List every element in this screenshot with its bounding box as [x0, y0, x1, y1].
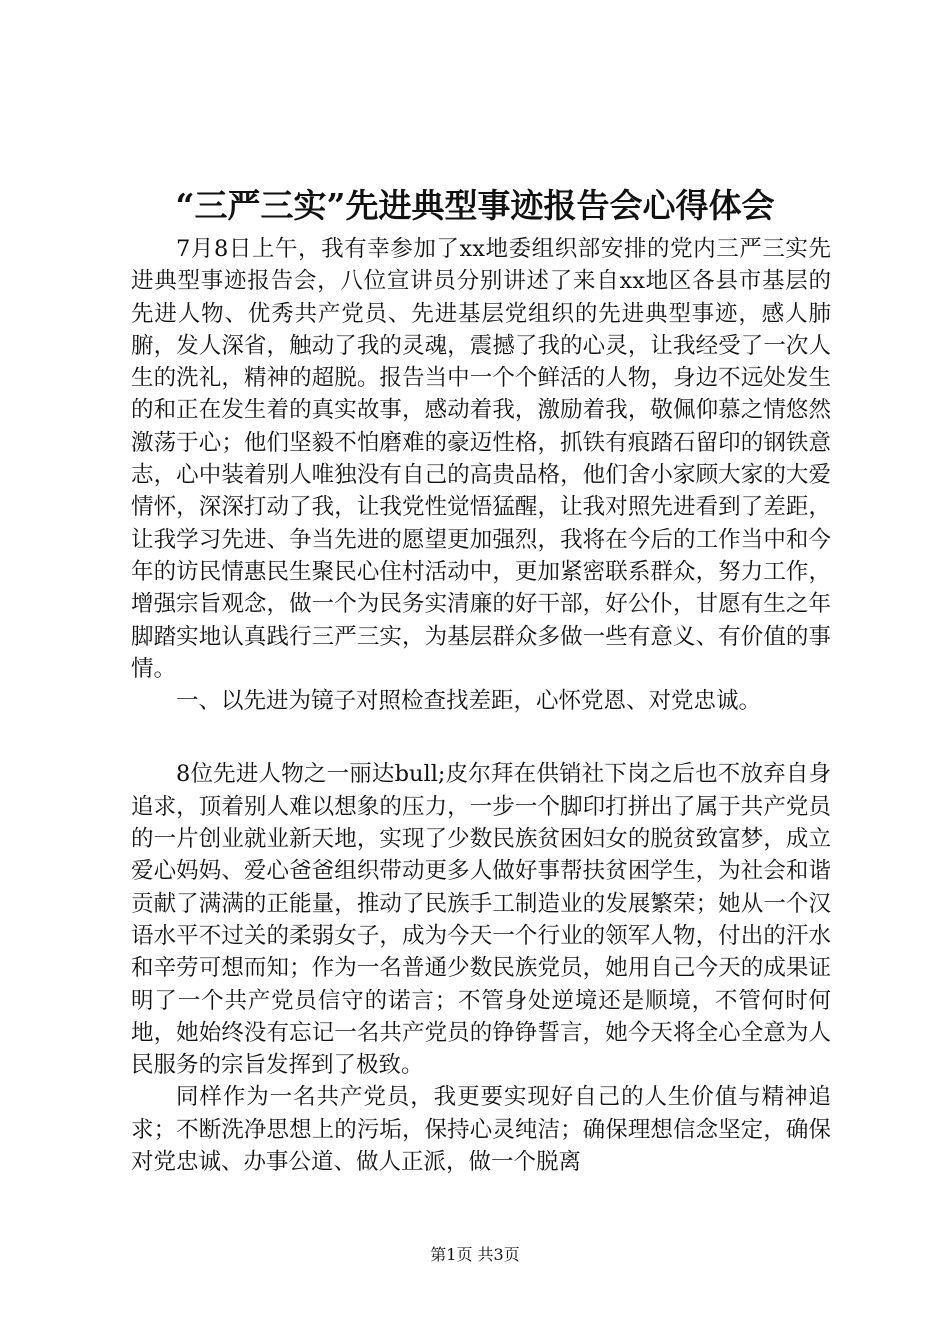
document-title: “三严三实”先进典型事迹报告会心得体会: [175, 186, 775, 225]
page-number-footer: 第1页 共3页: [430, 1245, 520, 1264]
paragraph-example: 8位先进人物之一丽达bull;皮尔拜在供销社下岗之后也不放弃自身追求，顶着别人难以想象的压力，一步一个脚印打拼出了属于共产党员的一片创业就业新天地，实现了少数民族贫困妇女的脱贫致富梦，成立爱心妈妈、爱心爸爸组织带动更多人做好事帮扶贫困学生，为社会和谐贡献了满满的正能量，推动了民族手工制造业的发展繁荣；她从一个汉语水平不过关的柔弱女子，成为今天一个行业的领军人物，付出的汗水和辛劳可想而知；作为一名普通少数民族党员，她用自己今天的成果证明了一个共产党员信守的诺言；不管身处逆境还是顺境，不管何时何地，她始终没有忘记一名共产党员的铮铮誓言，她今天将全心全意为人民服务的宗旨发挥到了极致。: [131, 761, 831, 1079]
document-body: [131, 233, 831, 1178]
section-heading: 一、以先进为镜子对照检查找差距，心怀党恩、对党忠诚。: [176, 688, 762, 715]
paragraph-reflection: 同样作为一名共产党员，我更要实现好自己的人生价值与精神追求；不断洗净思想上的污垢，保持心灵纯洁；确保理想信念坚定，确保对党忠诚、办事公道、做人正派，做一个脱离: [131, 1084, 831, 1176]
blank-line: [131, 717, 831, 758]
paragraph-intro: 7月8日上午，我有幸参加了xx地委组织部安排的党内三严三实先进典型事迹报告会，八位宣讲员分别讲述了来自xx地区各县市基层的先进人物、优秀共产党员、先进基层党组织的先进典型事迹，感人肺腑，发人深省，触动了我的灵魂，震撼了我的心灵，让我经受了一次人生的洗礼，精神的超脱。报告当中一个个鲜活的人物，身边不远处发生的和正在发生着的真实故事，感动着我，激励着我，敬佩仰慕之情悠然激荡于心；他们坚毅不怕磨难的豪迈性格，抓铁有痕踏石留印的钢铁意志，心中装着别人唯独没有自己的高贵品格，他们舍小家顾大家的大爱情怀，深深打动了我，让我党性觉悟猛醒，让我对照先进看到了差距，让我学习先进、争当先进的愿望更加强烈，我将在今后的工作当中和今年的访民情惠民生聚民心住村活动中，更加紧密联系群众，努力工作，增强宗旨观念，做一个为民务实清廉的好干部，好公仆，甘愿有生之年脚踏实地认真践行三严三实，为基层群众多做一些有意义、有价值的事情。: [131, 236, 831, 682]
